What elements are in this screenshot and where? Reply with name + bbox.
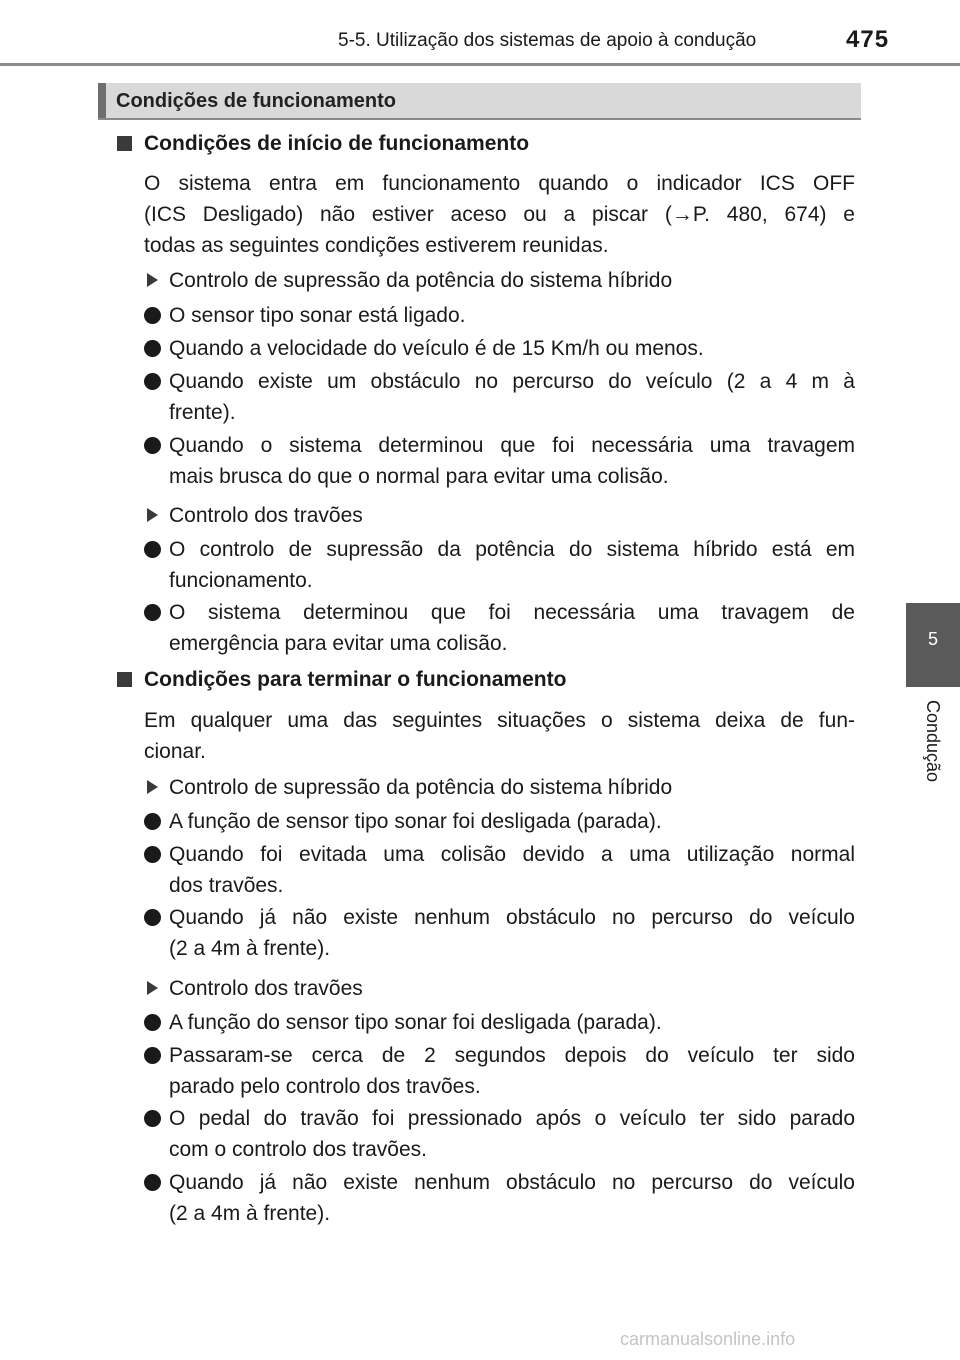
list-item-cont: mais brusca do que o normal para evitar uma colisão. (169, 465, 669, 488)
round-bullet-icon (144, 340, 161, 357)
list-item: Passaram-se cerca de 2 segundos depois do veículo ter sido (169, 1044, 855, 1067)
triangle-bullet-icon (147, 273, 158, 287)
round-bullet-icon (144, 813, 161, 830)
list-item: A função de sensor tipo sonar foi desligada (parada). (169, 810, 662, 833)
round-bullet-icon (144, 373, 161, 390)
square-bullet-icon (117, 672, 132, 687)
start-intro-line: O sistema entra em funcionamento quando o indicador ICS OFF (144, 172, 855, 195)
start-intro-line: todas as seguintes condições estiverem reunidas. (144, 234, 609, 257)
round-bullet-icon (144, 1174, 161, 1191)
round-bullet-icon (144, 909, 161, 926)
triangle-bullet-icon (147, 780, 158, 794)
start-intro-line: (ICS Desligado) não estiver aceso ou a piscar (→P. 480, 674) e (144, 203, 855, 226)
round-bullet-icon (144, 846, 161, 863)
list-item: A função do sensor tipo sonar foi desligada (parada). (169, 1011, 662, 1034)
list-item: Quando existe um obstáculo no percurso do veículo (2 a 4 m à (169, 370, 855, 393)
list-item-cont: dos travões. (169, 874, 284, 897)
start-sub-heading: Controlo dos travões (169, 504, 363, 527)
section-bar-title: Condições de funcionamento (116, 90, 397, 112)
list-item-cont: funcionamento. (169, 569, 313, 592)
page-number: 475 (846, 26, 890, 53)
list-item-cont: (2 a 4m à frente). (169, 937, 331, 960)
triangle-bullet-icon (147, 981, 158, 995)
chapter-tab (906, 603, 960, 687)
chapter-number: 5 (927, 629, 938, 649)
list-item-cont: (2 a 4m à frente). (169, 1202, 331, 1225)
triangle-bullet-icon (147, 508, 158, 522)
section-bar (98, 83, 861, 120)
round-bullet-icon (144, 541, 161, 558)
start-sub-heading: Controlo de supressão da potência do sistema híbrido (169, 269, 673, 292)
header-rule (0, 63, 960, 66)
list-item-cont: frente). (169, 401, 236, 424)
section-title: 5-5. Utilização dos sistemas de apoio à condução (338, 30, 757, 51)
round-bullet-icon (144, 437, 161, 454)
section-bar-edge (98, 83, 106, 118)
list-item-cont: parado pelo controlo dos travões. (169, 1075, 481, 1098)
square-bullet-icon (117, 136, 132, 151)
list-item: Quando já não existe nenhum obstáculo no percurso do veículo (169, 1171, 855, 1194)
end-sub-heading: Controlo dos travões (169, 977, 363, 1000)
chapter-label: Condução (923, 700, 943, 783)
list-item: Quando a velocidade do veículo é de 15 Km/h ou menos. (169, 337, 704, 360)
watermark: carmanualsonline.info (620, 1329, 796, 1349)
round-bullet-icon (144, 1110, 161, 1127)
list-item-cont: com o controlo dos travões. (169, 1138, 427, 1161)
end-intro-line: cionar. (144, 740, 206, 763)
end-sub-heading: Controlo de supressão da potência do sistema híbrido (169, 776, 673, 799)
round-bullet-icon (144, 1047, 161, 1064)
end-heading: Condições para terminar o funcionamento (144, 668, 567, 691)
list-item: O sistema determinou que foi necessária uma travagem de (169, 601, 855, 624)
list-item: O controlo de supressão da potência do sistema híbrido está em (169, 538, 855, 561)
list-item: Quando foi evitada uma colisão devido a uma utilização normal (169, 843, 855, 866)
end-intro-line: Em qualquer uma das seguintes situações o sistema deixa de fun- (144, 709, 855, 732)
list-item-cont: emergência para evitar uma colisão. (169, 632, 508, 655)
page-header (0, 0, 960, 70)
list-item: Quando o sistema determinou que foi necessária uma travagem (169, 434, 855, 457)
round-bullet-icon (144, 307, 161, 324)
round-bullet-icon (144, 604, 161, 621)
round-bullet-icon (144, 1014, 161, 1031)
list-item: O sensor tipo sonar está ligado. (169, 304, 466, 327)
list-item: O pedal do travão foi pressionado após o veículo ter sido parado (169, 1107, 855, 1130)
start-heading: Condições de início de funcionamento (144, 132, 530, 155)
list-item: Quando já não existe nenhum obstáculo no percurso do veículo (169, 906, 855, 929)
